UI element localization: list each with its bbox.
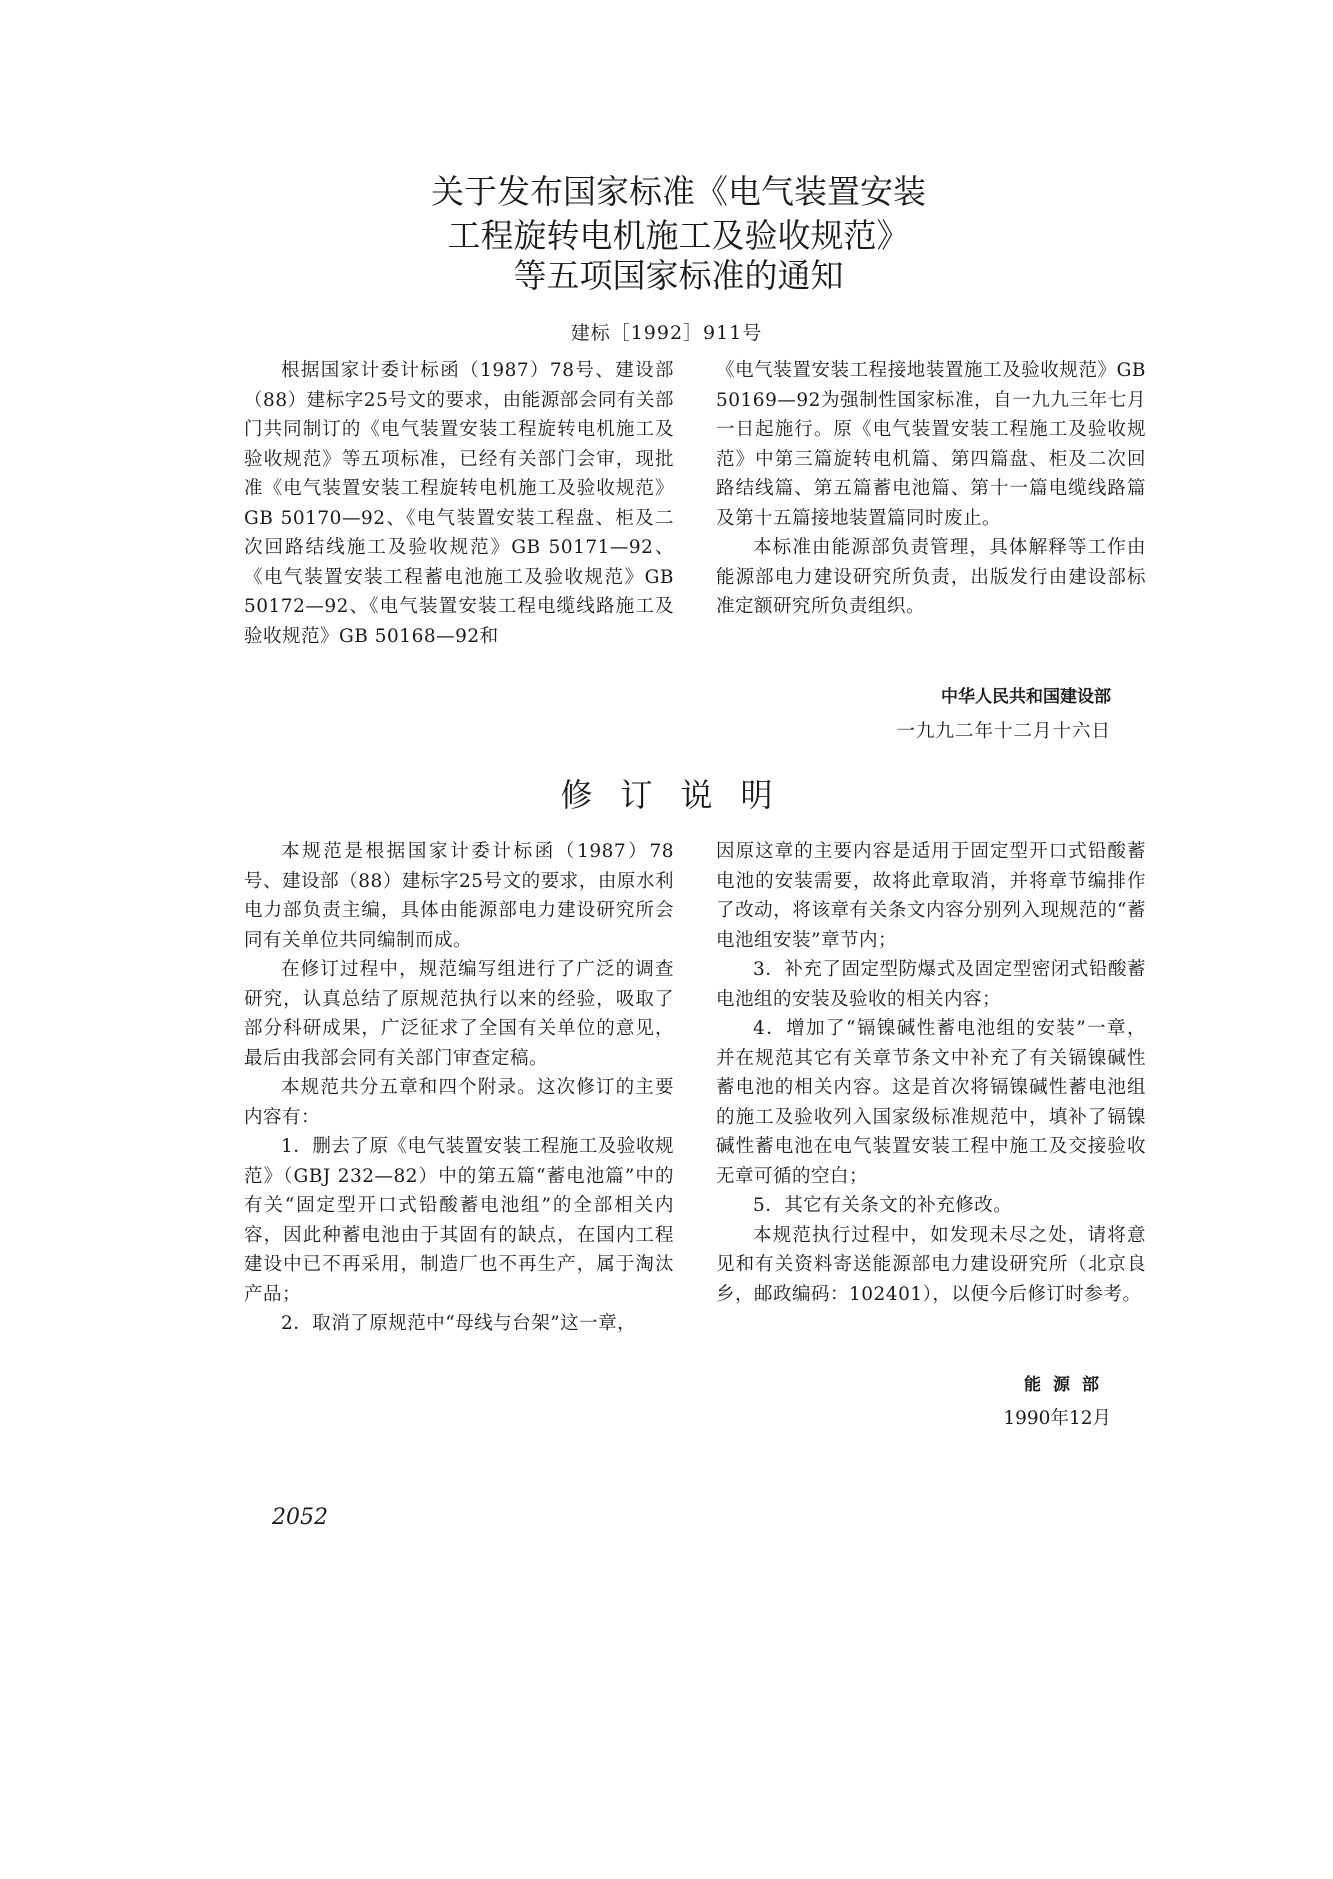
notice-date: 一九九二年十二月十六日 xyxy=(896,721,1111,742)
page-number: 2052 xyxy=(272,1505,328,1530)
paragraph: 本标准由能源部负责管理，具体解释等工作由能源部电力建设研究所负责，出版发行由建设部标准定额研究所负责组织。 xyxy=(716,537,1146,617)
paragraph: 4．增加了“镉镍碱性蓄电池组的安装”一章，并在规范其它有关章节条文中补充了有关镉镍碱性蓄电池的相关内容。这是首次将镉镍碱性蓄电池组的施工及验收列入国家级标准规范中，填补了镉镍碱性蓄电池在电气装置安装工程中施工及交接验收无章可循的空白； xyxy=(716,1018,1146,1187)
revision-column-right xyxy=(716,837,1146,1309)
paragraph: 本规范共分五章和四个附录。这次修订的主要内容有： xyxy=(244,1077,674,1128)
notice-title-line1: 关于发布国家标准《电气装置安装 xyxy=(431,172,926,211)
revision-date: 1990年12月 xyxy=(1003,1408,1111,1429)
notice-column-right xyxy=(716,356,1146,622)
notice-column-left xyxy=(244,356,674,651)
paragraph: 本规范是根据国家计委计标函（1987）78号、建设部（88）建标字25号文的要求，由原水利电力部负责主编，具体由能源部电力建设研究所会同有关单位共同编制而成。 xyxy=(244,841,674,951)
paragraph: 在修订过程中，规范编写组进行了广泛的调查研究，认真总结了原规范执行以来的经验，吸取了部分科研成果，广泛征求了全国有关单位的意见，最后由我部会同有关部门审查定稿。 xyxy=(244,959,674,1069)
notice-signer: 中华人民共和国建设部 xyxy=(941,687,1111,707)
paragraph: 5．其它有关条文的补充修改。 xyxy=(753,1195,1013,1216)
notice-title-line2: 工程旋转电机施工及验收规范》 xyxy=(447,216,910,255)
notice-title-line3: 等五项国家标准的通知 xyxy=(513,256,844,295)
paragraph: 因原这章的主要内容是适用于固定型开口式铅酸蓄电池的安装需要，故将此章取消，并将章节编排作了改动，将该章有关条文内容分别列入现规范的“蓄电池组安装”章节内； xyxy=(716,841,1146,951)
paragraph: 根据国家计委计标函（1987）78号、建设部（88）建标字25号文的要求，由能源部会同有关部门共同制订的《电气装置安装工程旋转电机施工及验收规范》等五项标准，已经有关部门会审，现批准《电气装置安装工程旋转电机施工及验收规范》GB 50170—92、《电气装置安装工程盘、柜及二次回路结线施工及验收规范》GB 50171—92、《电气装置安装工程蓄电池施工及验收规范》GB 50172—92、《电气装置安装工程电缆线路施工及验收规范》GB 50168—92和 xyxy=(244,360,674,647)
revision-title: 修订说明 xyxy=(560,776,801,814)
paragraph: 本规范执行过程中，如发现未尽之处，请将意见和有关资料寄送能源部电力建设研究所（北京良乡，邮政编码：102401），以便今后修订时参考。 xyxy=(716,1224,1146,1305)
revision-column-left xyxy=(244,837,674,1339)
paragraph: 1．删去了原《电气装置安装工程施工及验收规范》（GBJ 232—82）中的第五篇“蓄电池篇”中的有关“固定型开口式铅酸蓄电池组”的全部相关内容，因此种蓄电池由于其固有的缺点，在国内工程建设中已不再采用，制造厂也不再生产，属于淘汰产品； xyxy=(244,1136,674,1305)
revision-signer: 能源部 xyxy=(1024,1375,1111,1395)
paragraph: 《电气装置安装工程接地装置施工及验收规范》GB 50169—92为强制性国家标准，自一九九三年七月一日起施行。原《电气装置安装工程施工及验收规范》中第三篇旋转电机篇、第四篇盘、柜及二次回路结线篇、第五篇蓄电池篇、第十一篇电缆线路篇及第十五篇接地装置篇同时废止。 xyxy=(716,360,1146,529)
document-number: 建标［1992］911号 xyxy=(570,322,763,344)
paragraph: 3．补充了固定型防爆式及固定型密闭式铅酸蓄电池组的安装及验收的相关内容； xyxy=(716,959,1146,1010)
paragraph: 2．取消了原规范中“母线与台架”这一章， xyxy=(281,1313,637,1334)
